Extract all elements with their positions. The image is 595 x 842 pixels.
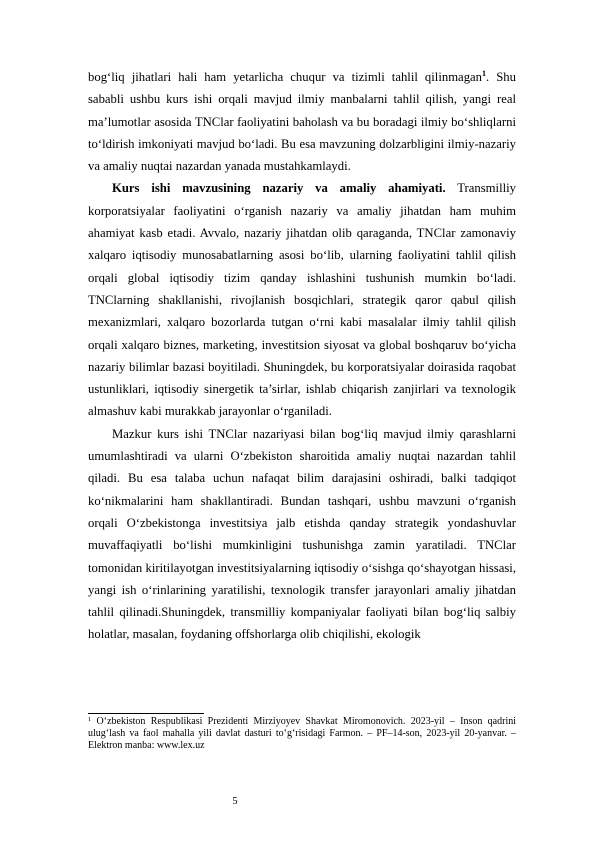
paragraph-2-text: Transmilliy korporatsiyalar faoliyatini o‘rganish nazariy va amaliy jihatdan ham muhim ahamiyat kasb etadi. Avvalo, nazariy jihatdan olib qaraganda, TNClar zamonaviy xalqaro iqtisodiy munosabatlarning asosi bo‘lib, ularning faoliyatini tahlil qilish orqali global iqtisodiy tizim qanday ishlashini tushunish mumkin bo‘ladi. TNClarning shakllanishi, rivojlanish bosqichlari, strategik qaror qabul qilish mexanizmlari, xalqaro bozorlarda tutgan o‘rni kabi masalalar ilmiy tahlil qilish orqali xalqaro biznes, marketing, investitsion siyosat va global boshqaruv bo‘yicha nazariy bilimlar bazasi boyitiladi. Shuningdek, bu korporatsiyalar doirasida raqobat ustunliklari, iqtisodiy sinergetik ta’sirlar, ishlab chiqarish zanjirlari va texnologik almashuv kabi murakkab jarayonlar o‘rganiladi.: [88, 181, 516, 419]
footnote-divider: [88, 713, 204, 714]
paragraph-1-text: bog‘liq jihatlari hali ham yetarlicha chuqur va tizimli tahlil qilinmagan: [88, 70, 483, 84]
paragraph-3: [88, 423, 516, 646]
page-number: 5: [232, 796, 238, 807]
footnote-text: O‘zbekiston Respublikasi Prezidenti Mirziyoyev Shavkat Miromonovich. 2023-yil – Inson qadrini ulug‘lash va faol mahalla yili davlat dasturi to‘g‘risidagi Farmon. – PF–14-son, 2023-yil 20-yanvar. – Elektron manba: www.lex.uz: [88, 716, 516, 751]
footnote: [88, 716, 516, 752]
page-body: [88, 66, 516, 646]
footnote-reference[interactable]: 1: [482, 69, 487, 78]
paragraph-3-text: Mazkur kurs ishi TNClar nazariyasi bilan bog‘liq mavjud ilmiy qarashlarni umumlashtiradi va ularni O‘zbekiston sharoitida amaliy nuqtai nazardan tahlil qiladi. Bu esa talaba uchun nafaqat bilim darajasini oshiradi, balki tadqiqot ko‘nikmalarini ham shakllantiradi. Bundan tashqari, ushbu mavzuni o‘rganish orqali O‘zbekistonga investitsiya jalb etishda qanday strategik yondashuvlar muvaffaqiyatli bo‘lishi mumkinligini tushunishga zamin yaratiladi. TNClar tomonidan kiritilayotgan investitsiyalarning iqtisodiy o‘sishga qo‘shayotgan hissasi, yangi ish o‘rinlarining yaratilishi, texnologik transfer jarayonlari amaliy jihatdan tahlil qilinadi.Shuningdek, transmilliy kompaniyalar faoliyati bilan bog‘liq salbiy holatlar, masalan, foydaning offshorlarga olib chiqilishi, ekologik: [88, 426, 516, 642]
paragraph-1-tail: . Shu sababli ushbu kurs ishi orqali mavjud ilmiy manbalarni tahlil qilish, yangi real ma’lumotlar asosida TNClar faoliyatini baholash va bu boradagi ilmiy bo‘shliqlarni to‘ldirish imkoniyati mavjud bo‘ladi. Bu esa mavzuning dolzarbligini ilmiy-nazariy va amaliy nuqtai nazardan yanada mustahkamlaydi.: [88, 70, 516, 174]
paragraph-1: [88, 66, 516, 177]
section-heading: Kurs ishi mavzusining nazariy va amaliy ahamiyati.: [112, 181, 446, 196]
footnote-marker: 1: [88, 716, 92, 723]
paragraph-2: [88, 177, 516, 422]
